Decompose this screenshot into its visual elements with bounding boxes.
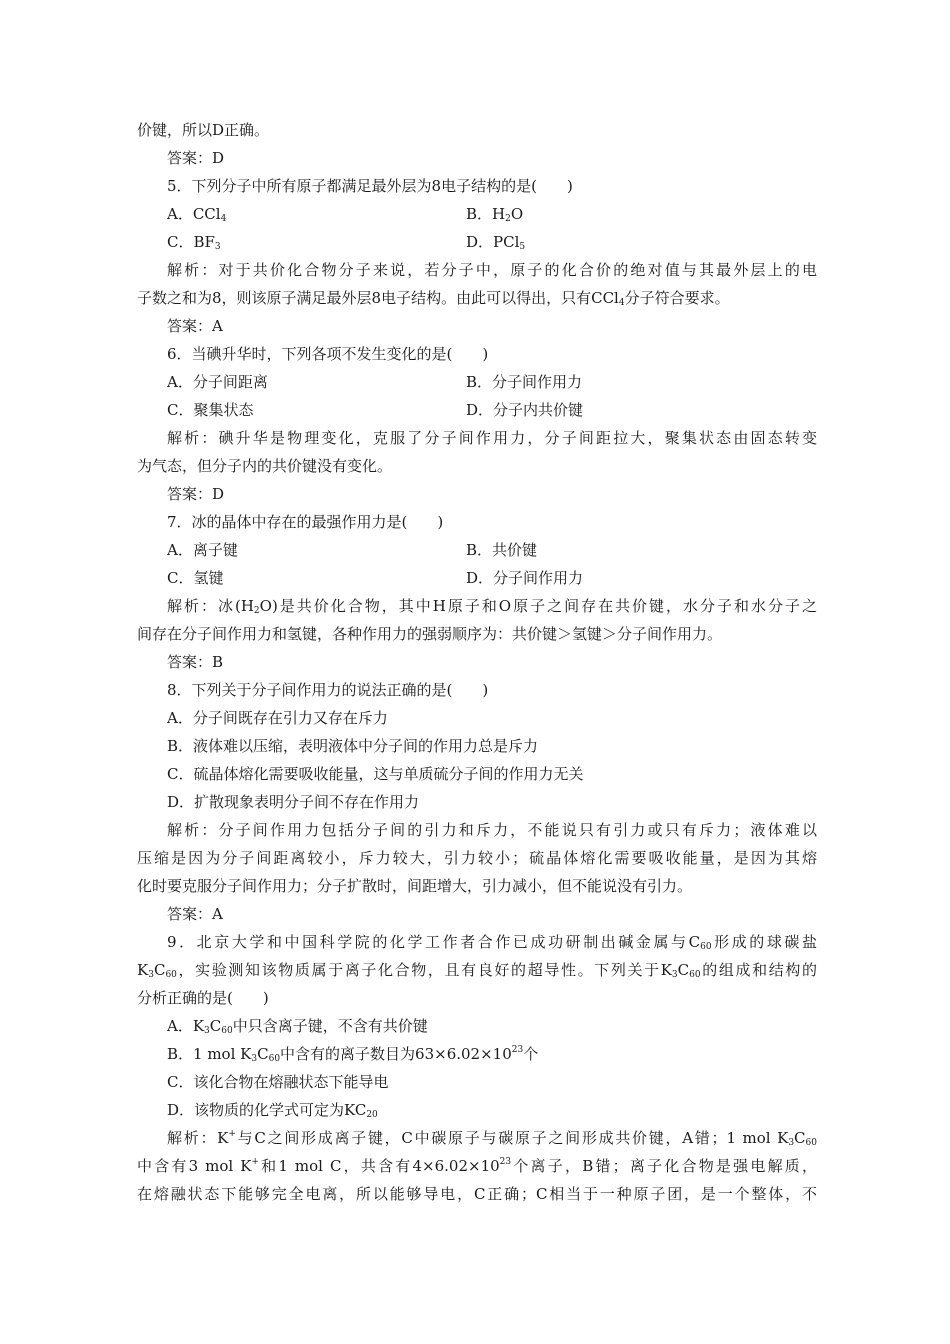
q8-option-d: D．扩散现象表明分子间不存在作用力: [167, 793, 420, 811]
subscript: 2: [253, 606, 260, 616]
subscript: 60: [221, 1026, 233, 1036]
subscript: 3: [214, 242, 221, 252]
q9-formula-k: K: [137, 961, 149, 979]
q9-option-a-formula: C: [209, 1017, 222, 1035]
subscript: 60: [165, 970, 177, 980]
subscript: 20: [366, 1110, 378, 1120]
q9-analysis-line-3: 在熔融状态下能够完全电离，所以能够导电，C正确；C相当于一种原子团，是一个整体，不: [137, 1185, 817, 1203]
q9-option-b-text-mid: 中含有的离子数目为63×6.02×10: [280, 1045, 512, 1063]
q9-analysis-text-mid: 和1 mol C，共含有4×6.02×10: [258, 1157, 500, 1175]
q9-stem-line-3: 分析正确的是( ): [137, 989, 269, 1007]
subscript: 3: [671, 970, 678, 980]
subscript: 60: [700, 942, 712, 952]
q7-option-a: A．离子键: [167, 541, 238, 559]
q6-analysis-line-1: 解析：碘升华是物理变化，克服了分子间作用力，分子间距拉大，聚集状态由固态转变: [167, 429, 817, 447]
q5-option-d-text: D．PCl: [466, 233, 520, 251]
q9-stem-line-1: [167, 932, 817, 952]
q8-analysis-line-2: 压缩是因为分子间距离较小，斥力较大，引力较小；硫晶体熔化需要吸收能量，是因为其熔: [137, 849, 817, 867]
q5-analysis-line-1: 解析：对于共价化合物分子来说，若分子中，原子的化合价的绝对值与其最外层上的电: [167, 261, 817, 279]
q9-option-b-text: B．1 mol K: [167, 1045, 252, 1063]
q9-stem-text-end: 形成的球碳盐: [711, 933, 817, 951]
q9-option-c: C．该化合物在熔融状态下能导电: [167, 1073, 389, 1091]
subscript: 4: [220, 214, 227, 224]
superscript: 23: [499, 1157, 512, 1167]
q5-stem: 5．下列分子中所有原子都满足最外层为8电子结构的是( ): [167, 177, 573, 195]
q9-analysis-text-end: 个离子，B错；离子化合物是强电解质，: [511, 1157, 817, 1175]
superscript: +: [251, 1157, 259, 1167]
q9-analysis-text-mid: 与C之间形成离子键，C中碳原子与碳原子之间形成共价键，A错；1 mol K: [235, 1129, 789, 1147]
q8-option-a: A．分子间既存在引力又存在斥力: [167, 709, 388, 727]
q5-option-b-text: B．H: [466, 205, 506, 223]
subscript: 60: [805, 1138, 817, 1148]
q9-stem-text-end: 的组成和结构的: [700, 961, 817, 979]
q9-formula-c: C: [677, 961, 690, 979]
q6-option-c: C．聚集状态: [167, 401, 254, 419]
q9-stem-text: ，实验测知该物质属于离子化合物，且有良好的超导性。下列关于K: [176, 961, 672, 979]
q9-option-d-text: D．该物质的化学式可定为KC: [167, 1101, 367, 1119]
q8-answer: 答案：A: [167, 905, 223, 923]
q9-option-b-text-end: 个: [523, 1045, 539, 1063]
q5-analysis-text-end: 分子符合要求。: [624, 289, 730, 307]
q9-formula-c: C: [153, 961, 166, 979]
q8-stem: 8．下列关于分子间作用力的说法正确的是( ): [167, 681, 489, 699]
q9-option-b: [167, 1044, 847, 1064]
q6-analysis-line-2: 为气态，但分子内的共价键没有变化。: [137, 457, 393, 475]
q8-option-c: C．硫晶体熔化需要吸收能量，这与单质硫分子间的作用力无关: [167, 765, 584, 783]
q9-analysis-line-1: [167, 1128, 817, 1148]
q9-option-b-formula: C: [257, 1045, 269, 1063]
q6-option-a: A．分子间距离: [167, 373, 268, 391]
q9-option-a-text-end: 中只含离子键，不含有共价键: [232, 1017, 428, 1035]
q7-analysis-line-1: [167, 596, 817, 616]
q9-option-a: [167, 1016, 847, 1036]
q5-answer: 答案：A: [167, 317, 223, 335]
q9-option-a-text: A．K: [167, 1017, 205, 1035]
q6-option-d: D．分子内共价键: [466, 401, 584, 419]
subscript: 2: [505, 214, 511, 224]
q9-analysis-text: 中含有3 mol K: [137, 1157, 252, 1175]
subscript: 4: [618, 298, 625, 308]
subscript: 5: [519, 242, 526, 252]
q8-analysis-line-3: 化时要克服分子间作用力；分子扩散时，间距增大，引力减小，但不能说没有引力。: [137, 877, 693, 895]
q5-analysis-text: 子数之和为8，则该原子满足最外层8电子结构。由此可以得出，只有CCl: [137, 289, 619, 307]
q4-answer: 答案：D: [167, 149, 225, 167]
q9-option-d: [167, 1100, 847, 1120]
q5-analysis-line-2: [137, 288, 817, 308]
subscript: 60: [689, 970, 701, 980]
subscript: 3: [204, 1026, 210, 1036]
q7-option-c: C．氢键: [167, 569, 224, 587]
q7-analysis-line-2: 间存在分子间作用力和氢键，各种作用力的强弱顺序为：共价键＞氢键＞分子间作用力。: [137, 625, 723, 643]
q5-option-a-text: A．CCl: [167, 205, 221, 223]
subscript: 3: [148, 970, 154, 980]
q9-analysis-text: 解析：K: [167, 1129, 229, 1147]
q7-analysis-text: 解析：冰(H: [167, 597, 254, 615]
q5-option-d: [466, 232, 806, 252]
q6-answer: 答案：D: [167, 485, 225, 503]
q9-stem-line-2: [137, 960, 817, 980]
superscript: +: [228, 1129, 236, 1139]
q5-option-c-text: C．BF: [167, 233, 215, 251]
subscript: 3: [788, 1138, 795, 1148]
q8-option-b: B．液体难以压缩，表明液体中分子间的作用力总是斥力: [167, 737, 539, 755]
q8-analysis-line-1: 解析：分子间作用力包括分子间的引力和斥力，不能说只有引力或只有斥力；液体难以: [167, 821, 817, 839]
q7-option-d: D．分子间作用力: [466, 569, 584, 587]
q7-analysis-text-end: O)是共价化合物，其中H原子和O原子之间存在共价键，水分子和水分子之: [259, 597, 818, 615]
q5-option-b-tail: O: [510, 205, 524, 223]
superscript: 23: [511, 1045, 524, 1055]
q9-stem-text: 9．北京大学和中国科学院的化学工作者合作已成功研制出碱金属与C: [167, 933, 701, 951]
q6-stem: 6．当碘升华时，下列各项不发生变化的是( ): [167, 345, 489, 363]
q7-option-b: B．共价键: [466, 541, 538, 559]
continuation-text: 价键，所以D正确。: [137, 121, 270, 139]
subscript: 3: [251, 1054, 258, 1064]
q5-option-b: [466, 204, 806, 224]
q6-option-b: B．分子间作用力: [466, 373, 583, 391]
q9-analysis-line-2: [137, 1156, 817, 1176]
subscript: 60: [268, 1054, 281, 1064]
q7-answer: 答案：B: [167, 653, 224, 671]
q7-stem: 7．冰的晶体中存在的最强作用力是( ): [167, 513, 444, 531]
q9-analysis-formula-c: C: [794, 1129, 806, 1147]
